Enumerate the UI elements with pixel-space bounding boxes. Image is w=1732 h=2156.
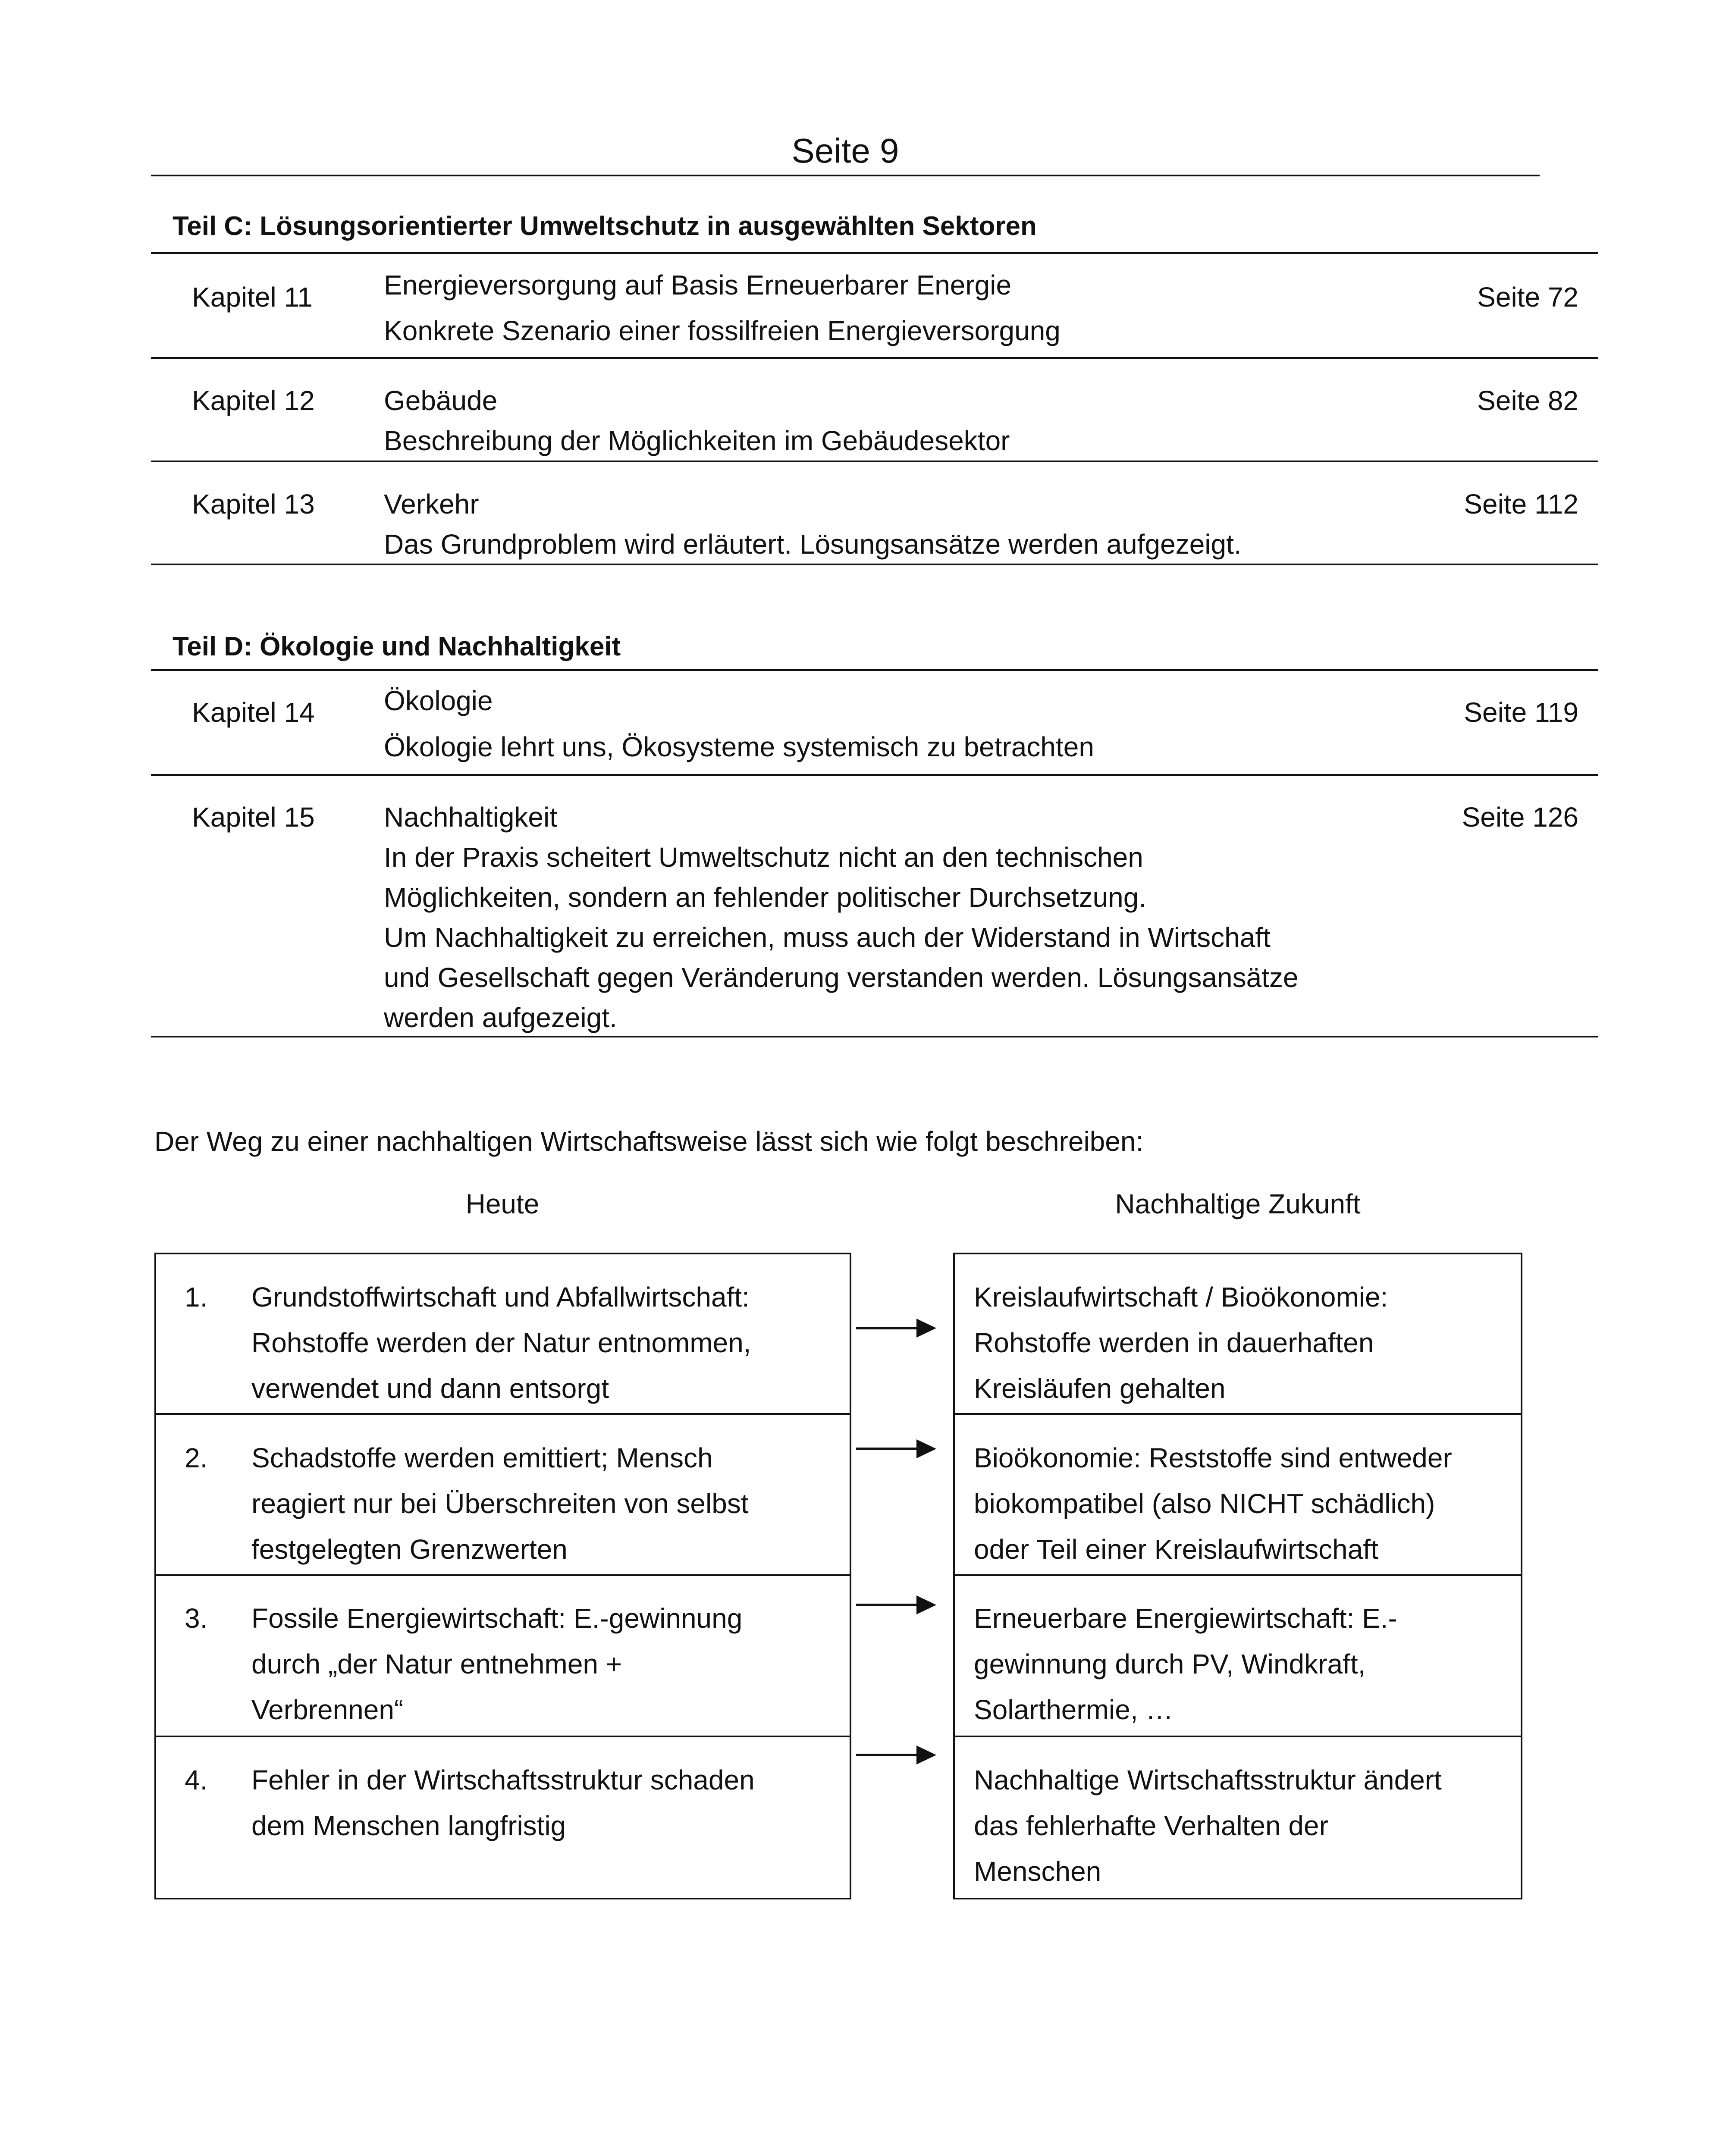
toc-chapter-title: Ökologie [384, 685, 493, 716]
toc-chapter-label: Kapitel 11 [192, 282, 313, 313]
today-cell: Schadstoffe werden emittiert; Mensch reagiert nur bei Überschreiten von selbst festgelegten Grenzwerten [251, 1442, 749, 1565]
row-number: 4. [185, 1764, 208, 1796]
future-cell: Nachhaltige Wirtschaftsstruktur ändert das fehlerhafte Verhalten der Menschen [974, 1764, 1442, 1887]
toc-chapter-title: Gebäude [384, 385, 498, 416]
row-number: 1. [185, 1282, 208, 1313]
row-divider [154, 1413, 851, 1415]
left-column-header: Heute [465, 1188, 540, 1219]
toc-chapter-desc: Das Grundproblem wird erläutert. Lösungsansätze werden aufgezeigt. [384, 529, 1242, 560]
arrow-right-icon [856, 1738, 938, 1772]
toc-chapter-desc: werden aufgezeigt. [384, 1002, 617, 1033]
today-cell: Fehler in der Wirtschaftsstruktur schaden dem Menschen langfristig [251, 1764, 755, 1841]
page-title: Seite 9 [791, 132, 899, 170]
toc-chapter-title: Energieversorgung auf Basis Erneuerbarer Energie [384, 270, 1012, 301]
toc-chapter-label: Kapitel 14 [192, 697, 315, 728]
toc-page-ref: Seite 72 [1477, 282, 1578, 313]
today-cell: Fossile Energiewirtschaft: E.-gewinnung durch „der Natur entnehmen + Verbrennen“ [251, 1603, 743, 1725]
arrow-right-icon [856, 1311, 938, 1345]
part-d-title: Teil D: Ökologie und Nachhaltigkeit [173, 632, 621, 661]
divider [151, 564, 1598, 565]
toc-chapter-desc: Konkrete Szenario einer fossilfreien Energieversorgung [384, 315, 1061, 346]
row-number: 2. [185, 1442, 208, 1473]
toc-chapter-label: Kapitel 15 [192, 802, 315, 833]
arrow-right-icon [856, 1432, 938, 1466]
toc-chapter-title: Nachhaltigkeit [384, 802, 557, 833]
row-number: 3. [185, 1603, 208, 1634]
future-cell: Erneuerbare Energiewirtschaft: E.- gewinnung durch PV, Windkraft, Solarthermie, … [974, 1603, 1397, 1725]
toc-chapter-title: Verkehr [384, 489, 479, 520]
divider [151, 252, 1598, 254]
row-divider [154, 1736, 851, 1737]
toc-chapter-desc: und Gesellschaft gegen Veränderung verstanden werden. Lösungsansätze [384, 962, 1299, 993]
part-c-title: Teil C: Lösungsorientierter Umweltschutz in ausgewählten Sektoren [173, 211, 1037, 241]
arrow-right-icon [856, 1588, 938, 1622]
toc-page-ref: Seite 112 [1464, 489, 1578, 520]
divider [151, 1036, 1598, 1037]
today-cell: Grundstoffwirtschaft und Abfallwirtschaft: Rohstoffe werden der Natur entnommen, verwendet und dann entsorgt [251, 1282, 751, 1404]
row-divider [953, 1736, 1522, 1737]
divider [151, 461, 1598, 462]
toc-chapter-desc: Möglichkeiten, sondern an fehlender politischer Durchsetzung. [384, 882, 1147, 913]
toc-page-ref: Seite 126 [1462, 802, 1578, 833]
toc-chapter-label: Kapitel 13 [192, 489, 315, 520]
title-divider [151, 175, 1540, 176]
divider [151, 669, 1598, 671]
toc-page-ref: Seite 119 [1464, 697, 1578, 728]
divider [151, 774, 1598, 776]
toc-chapter-desc: Um Nachhaltigkeit zu erreichen, muss auch der Widerstand in Wirtschaft [384, 922, 1271, 953]
toc-chapter-desc: Beschreibung der Möglichkeiten im Gebäudesektor [384, 425, 1010, 456]
intro-text: Der Weg zu einer nachhaltigen Wirtschaftsweise lässt sich wie folgt beschreiben: [154, 1126, 1144, 1157]
future-cell: Kreislaufwirtschaft / Bioökonomie: Rohstoffe werden in dauerhaften Kreisläufen gehalten [974, 1282, 1388, 1404]
row-divider [154, 1574, 851, 1576]
toc-page-ref: Seite 82 [1477, 385, 1578, 416]
row-divider [953, 1413, 1522, 1415]
toc-chapter-label: Kapitel 12 [192, 385, 315, 416]
row-divider [953, 1574, 1522, 1576]
right-column-header: Nachhaltige Zukunft [1115, 1188, 1361, 1219]
toc-chapter-desc: Ökologie lehrt uns, Ökosysteme systemisch zu betrachten [384, 731, 1094, 762]
future-cell: Bioökonomie: Reststoffe sind entweder biokompatibel (also NICHT schädlich) oder Teil einer Kreislaufwirtschaft [974, 1442, 1452, 1565]
toc-chapter-desc: In der Praxis scheitert Umweltschutz nicht an den technischen [384, 842, 1143, 873]
divider [151, 357, 1598, 359]
